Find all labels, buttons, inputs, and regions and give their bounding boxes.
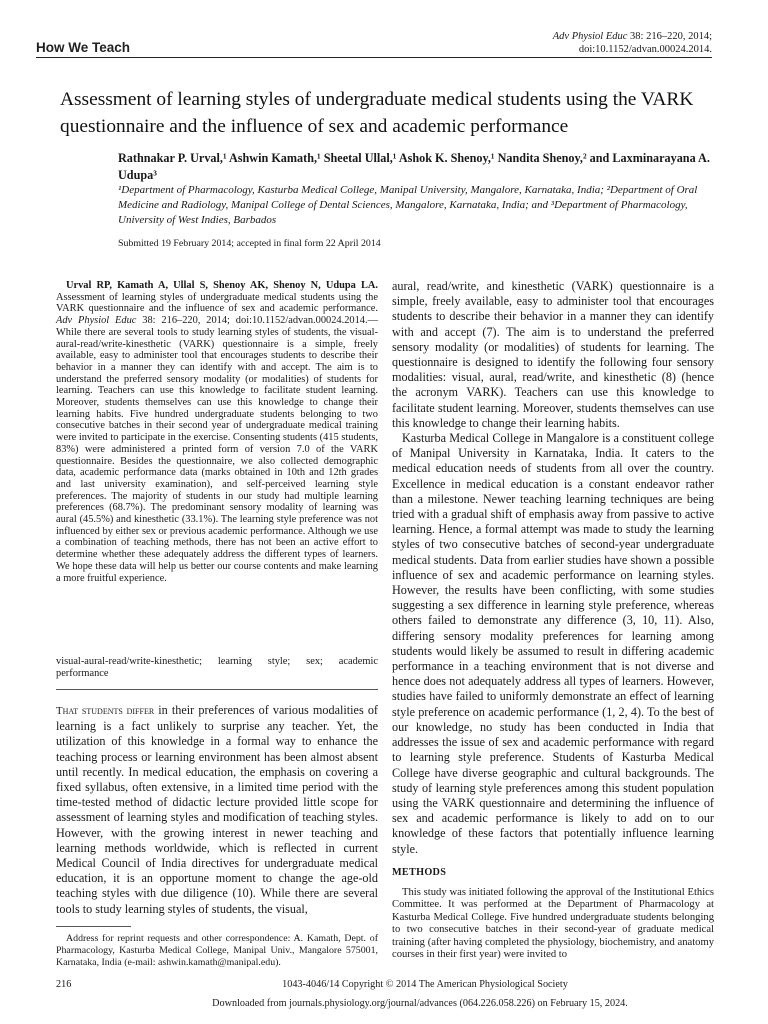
abstract-cite-authors: Urval RP, Kamath A, Ullal S, Shenoy AK, Shenoy N, Udupa LA. xyxy=(66,280,378,291)
introduction-right xyxy=(392,279,714,857)
page-number: 216 xyxy=(56,979,72,990)
affiliations: ¹Department of Pharmacology, Kasturba Medical College, Manipal University, Mangalore, Karnataka, India; ²Department of Oral Medicine and Radiology, Manipal College of Dental Sciences, Mangalore, Karnataka, India; and ³Department of Pharmacology, University of West Indies, Barbados xyxy=(118,184,698,226)
abstract-cite-rest: 38: 216–220, 2014; doi:10.1152/advan.00024.2014.— xyxy=(136,315,378,327)
author-list: Rathnakar P. Urval,¹ Ashwin Kamath,¹ Sheetal Ullal,¹ Ashok K. Shenoy,¹ Nandita Shenoy,² and Laxminarayana A. Udupa³ xyxy=(118,151,710,182)
header-rule xyxy=(36,57,712,58)
journal-volume: 38: 216–220, 2014; xyxy=(627,31,712,42)
introduction-left xyxy=(56,703,378,917)
article-title: Assessment of learning styles of undergraduate medical students using the VARK questionnaire and the influence of sex and academic performance xyxy=(60,89,694,137)
journal-name: Adv Physiol Educ xyxy=(552,31,628,42)
copyright: 1043-4046/14 Copyright © 2014 The American Physiological Society xyxy=(282,979,568,990)
abstract xyxy=(56,280,378,584)
intro-paragraph-2: Kasturba Medical College in Mangalore is a constituent college of Manipal University in Karnataka, India. It caters to the medical education needs of students from all over the country. Excellence in medical education is a constant endeavor rather than a milestone. Newer teaching learning techniques are being tried with a gradual shift of emphasis away from passive to active learning. Hence, a formal attempt was made to study the learning styles of two consecutive batches of second-year undergraduate medical students. Data from earlier studies have shown a possible influence of sex and academic performance on learning styles. However, the results have been conflicting, with some studies suggesting a sex difference in learning style preference, whereas others failed to demonstrate any difference (3, 10, 11). Also, differing sensory modality preferences for learning among students would likely be assumed to result in differing academic performance in a teaching environment that is not diverse and hence does not adequately address all types of learners. However, studies have failed to uniformly demonstrate an effect of learning style preference on academic performance (1, 2, 4). To the best of our knowledge, no study has been conducted in India that addresses the issue of sex and academic performance with regard to learning style preference. Students of Kasturba Medical College have diverse geographic and cultural backgrounds. The study of learning style preferences among this student population using the VARK questionnaire and determining the influence of sex and academic performance is likely to add on to our knowledge of these factors that potentially influence learning style. xyxy=(392,431,714,856)
intro-body: in their preferences of various modalities of learning is a fact unlikely to surprise any teacher. Yet, the utilization of this knowledge in a formal way to enhance the teaching process or learning environment has been almost absent until recently. In medical education, the emphasis on covering a fixed syllabus, often extensive, in a limited time period with the time-tested method of didactic lecture provided little scope for assessment of learning styles and modification of teaching styles. However, with the growing interest in newer teaching and learning methods worldwide, which is reflected in current Medical Council of India directives for undergraduate medical education, it is an opportune moment to change the age-old teaching styles with due diligence (10). While there are several tools to study learning styles of students, the visual, xyxy=(56,703,378,916)
correspondence-footnote: Address for reprint requests and other correspondence: A. Kamath, Dept. of Pharmacology, Kasturba Medical College, Manipal Univ., Mangalore 575001, Karnataka, India (e-mail: ashwin.kamath@manipal.edu). xyxy=(56,933,378,968)
journal-citation xyxy=(553,30,712,56)
download-notice: Downloaded from journals.physiology.org/journal/advances (064.226.058.226) on February 15, 2024. xyxy=(212,998,628,1009)
intro-paragraph-1: aural, read/write, and kinesthetic (VARK) questionnaire is a simple, freely available, easy to administer tool that encourages students to describe their behavior in a manner they can identify with and accept (7). The aim is to understand the preferred sensory modality (or modalities) of students for learning. The questionnaire is designed to identify the following four sensory modalities: visual, aural, read/write, and kinesthetic (8) (hence the acronym VARK). Teachers can use this knowledge to facilitate student learning. Moreover, students themselves can use this knowledge to change their learning habits. xyxy=(392,279,714,430)
doi: doi:10.1152/advan.00024.2014. xyxy=(578,44,712,55)
methods-text: This study was initiated following the approval of the Institutional Ethics Committee. It was performed at the Department of Pharmacology at Kasturba Medical College. Five hundred undergraduate students belonging to two consecutive batches in their second-year of graduate medical training (after having completed the physiology, biochemistry, and anatomy courses in their first year) were invited to xyxy=(392,887,714,961)
submission-dates: Submitted 19 February 2014; accepted in final form 22 April 2014 xyxy=(118,238,381,249)
methods-heading: METHODS xyxy=(392,867,447,878)
section-label: How We Teach xyxy=(36,40,131,55)
abstract-cite-title: Assessment of learning styles of undergraduate medical students using the VARK questionnaire and the influence of sex and academic performance. xyxy=(56,291,378,315)
intro-lead-in: That students differ xyxy=(56,705,155,717)
footnote-divider xyxy=(56,926,131,927)
abstract-body: While there are several tools to study learning styles of students, the visual-aural-read/write-kinesthetic (VARK) questionnaire is a simple, freely available, easy to administer tool that encourages students to describe their behavior in a manner they can identify with and accept. The aim is to understand the preferred sensory modality (or modalities) of students for learning. Teachers can use this knowledge to facilitate student learning. Moreover, students themselves can use this knowledge to change their learning habits. Five hundred undergraduate students belonging to two consecutive batches in their second year of undergraduate medical training were invited to participate in the exercise. Consenting students (415 students, 83%) were administered a printed form of version 7.0 of the VARK questionnaire. Besides the questionnaire, we also collected demographic data, academic performance data (marks obtained in 10th and 12th grades and last university examination), and self-perceived learning style preferences. The majority of students in our study had multiple learning preferences (68.7%). The predominant sensory modality of learning was aural (45.5%) and kinesthetic (33.1%). The learning style preference was not influenced by either sex or previous academic performance. Although we use a combination of teaching methods, there has not been an active effort to determine whether these adequately address the different types of learners. We hope these data will help us better our course contents and make learning a more fruitful experience. xyxy=(56,326,378,584)
abstract-divider xyxy=(56,689,378,690)
keywords: visual-aural-read/write-kinesthetic; learning style; sex; academic performance xyxy=(56,656,378,679)
abstract-cite-journal: Adv Physiol Educ xyxy=(56,315,137,327)
